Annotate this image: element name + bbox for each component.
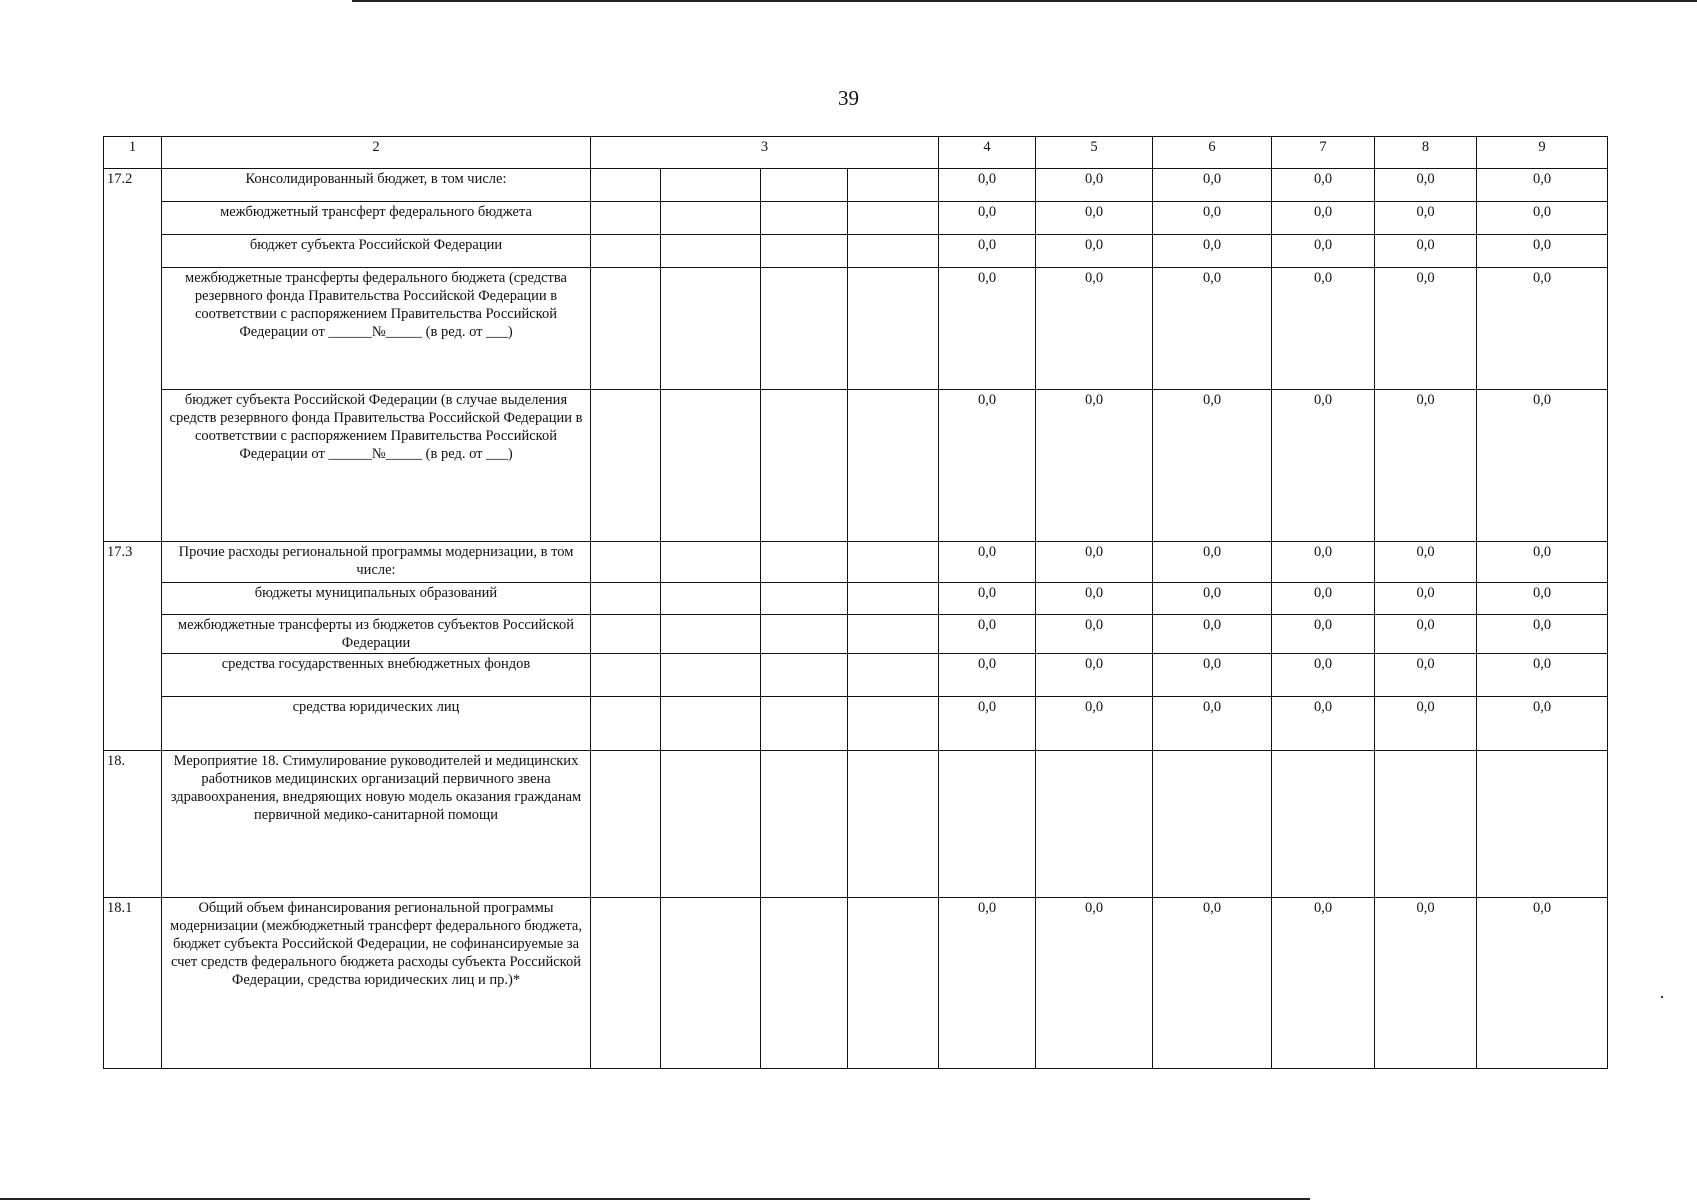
value-cell: 0,0	[1477, 615, 1608, 654]
value-cell: 0,0	[1375, 898, 1477, 1069]
value-cell: 0,0	[1272, 542, 1375, 583]
value-cell: 0,0	[1036, 583, 1153, 615]
header-col-2: 2	[162, 137, 591, 169]
row-text: средства государственных внебюджетных фондов	[162, 654, 591, 697]
value-cell: 0,0	[939, 542, 1036, 583]
value-cell: 0,0	[1153, 697, 1272, 751]
value-cell: 0,0	[1036, 615, 1153, 654]
header-row	[104, 137, 1608, 169]
row-text: Консолидированный бюджет, в том числе:	[162, 169, 591, 202]
value-cell: 0,0	[1477, 390, 1608, 542]
table-row	[104, 542, 1608, 583]
value-cell: 0,0	[1153, 898, 1272, 1069]
value-cell: 0,0	[1375, 169, 1477, 202]
value-cell: 0,0	[939, 654, 1036, 697]
value-cell: 0,0	[1036, 169, 1153, 202]
value-cell: 0,0	[1477, 697, 1608, 751]
row-number: 17.2	[104, 169, 162, 542]
row-text: бюджеты муниципальных образований	[162, 583, 591, 615]
value-cell: 0,0	[1272, 898, 1375, 1069]
value-cell: 0,0	[939, 202, 1036, 235]
row-text: средства юридических лиц	[162, 697, 591, 751]
row-text: бюджет субъекта Российской Федерации (в случае выделения средств резервного фонда Правительства Российской Федерации в соответствии с распоряжением Правительства Российской Федерации от ______№_____ (в ред. от ___)	[162, 390, 591, 542]
value-cell: 0,0	[1477, 169, 1608, 202]
value-cell: 0,0	[1272, 202, 1375, 235]
value-cell: 0,0	[1477, 235, 1608, 268]
row-text: Прочие расходы региональной программы модернизации, в том числе:	[162, 542, 591, 583]
value-cell: 0,0	[1477, 654, 1608, 697]
value-cell: 0,0	[1036, 654, 1153, 697]
value-cell	[1036, 751, 1153, 898]
value-cell: 0,0	[1375, 654, 1477, 697]
value-cell: 0,0	[1153, 615, 1272, 654]
row-text: Мероприятие 18. Стимулирование руководителей и медицинских работников медицинских организаций первичного звена здравоохранения, внедряющих новую модель оказания гражданам первичной медико-санитарной помощи	[162, 751, 591, 898]
value-cell: 0,0	[1153, 268, 1272, 390]
value-cell: 0,0	[939, 898, 1036, 1069]
header-col-1: 1	[104, 137, 162, 169]
financing-table	[103, 136, 1608, 1069]
row-text: межбюджетный трансферт федерального бюджета	[162, 202, 591, 235]
row-number: 17.3	[104, 542, 162, 751]
value-cell: 0,0	[1477, 268, 1608, 390]
value-cell: 0,0	[1036, 697, 1153, 751]
value-cell: 0,0	[1153, 202, 1272, 235]
header-col-7: 7	[1272, 137, 1375, 169]
value-cell: 0,0	[1272, 654, 1375, 697]
value-cell: 0,0	[1272, 169, 1375, 202]
value-cell: 0,0	[1153, 235, 1272, 268]
table-row	[104, 583, 1608, 615]
value-cell	[1153, 751, 1272, 898]
value-cell: 0,0	[1153, 169, 1272, 202]
header-col-6: 6	[1153, 137, 1272, 169]
value-cell: 0,0	[1375, 202, 1477, 235]
value-cell: 0,0	[1375, 542, 1477, 583]
value-cell: 0,0	[1036, 235, 1153, 268]
value-cell: 0,0	[1272, 390, 1375, 542]
value-cell: 0,0	[1153, 542, 1272, 583]
value-cell: 0,0	[1036, 390, 1153, 542]
value-cell: 0,0	[939, 583, 1036, 615]
table-row	[104, 615, 1608, 654]
value-cell	[939, 751, 1036, 898]
table-row	[104, 268, 1608, 390]
value-cell: 0,0	[1477, 583, 1608, 615]
header-col-9: 9	[1477, 137, 1608, 169]
value-cell: 0,0	[1036, 542, 1153, 583]
value-cell: 0,0	[1272, 268, 1375, 390]
value-cell	[1375, 751, 1477, 898]
value-cell: 0,0	[1036, 202, 1153, 235]
table-row	[104, 235, 1608, 268]
value-cell: 0,0	[1375, 390, 1477, 542]
value-cell: 0,0	[1272, 697, 1375, 751]
header-col-5: 5	[1036, 137, 1153, 169]
table-row	[104, 654, 1608, 697]
value-cell: 0,0	[1375, 615, 1477, 654]
value-cell: 0,0	[1375, 583, 1477, 615]
value-cell	[1477, 751, 1608, 898]
value-cell	[1272, 751, 1375, 898]
header-col-8: 8	[1375, 137, 1477, 169]
header-col-4: 4	[939, 137, 1036, 169]
value-cell: 0,0	[939, 615, 1036, 654]
value-cell: 0,0	[1375, 235, 1477, 268]
value-cell: 0,0	[1153, 390, 1272, 542]
value-cell: 0,0	[1477, 542, 1608, 583]
table-row	[104, 751, 1608, 898]
table-row	[104, 898, 1608, 1069]
value-cell: 0,0	[1477, 898, 1608, 1069]
value-cell: 0,0	[1272, 615, 1375, 654]
row-number: 18.1	[104, 898, 162, 1069]
value-cell: 0,0	[1477, 202, 1608, 235]
table-row	[104, 697, 1608, 751]
value-cell: 0,0	[1272, 583, 1375, 615]
table-row	[104, 390, 1608, 542]
value-cell: 0,0	[1036, 898, 1153, 1069]
row-text: межбюджетные трансферты из бюджетов субъектов Российской Федерации	[162, 615, 591, 654]
row-text: бюджет субъекта Российской Федерации	[162, 235, 591, 268]
value-cell: 0,0	[1272, 235, 1375, 268]
value-cell: 0,0	[939, 390, 1036, 542]
header-col-3: 3	[591, 137, 939, 169]
row-number: 18.	[104, 751, 162, 898]
value-cell: 0,0	[939, 268, 1036, 390]
table-row	[104, 169, 1608, 202]
value-cell: 0,0	[939, 169, 1036, 202]
scan-speck	[1661, 996, 1663, 998]
value-cell: 0,0	[1153, 654, 1272, 697]
value-cell: 0,0	[1375, 697, 1477, 751]
page-number: 39	[838, 86, 859, 110]
value-cell: 0,0	[1036, 268, 1153, 390]
value-cell: 0,0	[939, 697, 1036, 751]
value-cell: 0,0	[1375, 268, 1477, 390]
row-text: межбюджетные трансферты федерального бюджета (средства резервного фонда Правительства Российской Федерации в соответствии с распоряжением Правительства Российской Федерации от ______№_____ (в ред. от ___)	[162, 268, 591, 390]
value-cell: 0,0	[1153, 583, 1272, 615]
scan-edge-top	[352, 0, 1697, 2]
table-row	[104, 202, 1608, 235]
row-text: Общий объем финансирования региональной программы модернизации (межбюджетный трансферт федерального бюджета, бюджет субъекта Российской Федерации, не софинансируемые за счет средств федерального бюджета расходы субъекта Российской Федерации, средства юридических лиц и пр.)*	[162, 898, 591, 1069]
value-cell: 0,0	[939, 235, 1036, 268]
